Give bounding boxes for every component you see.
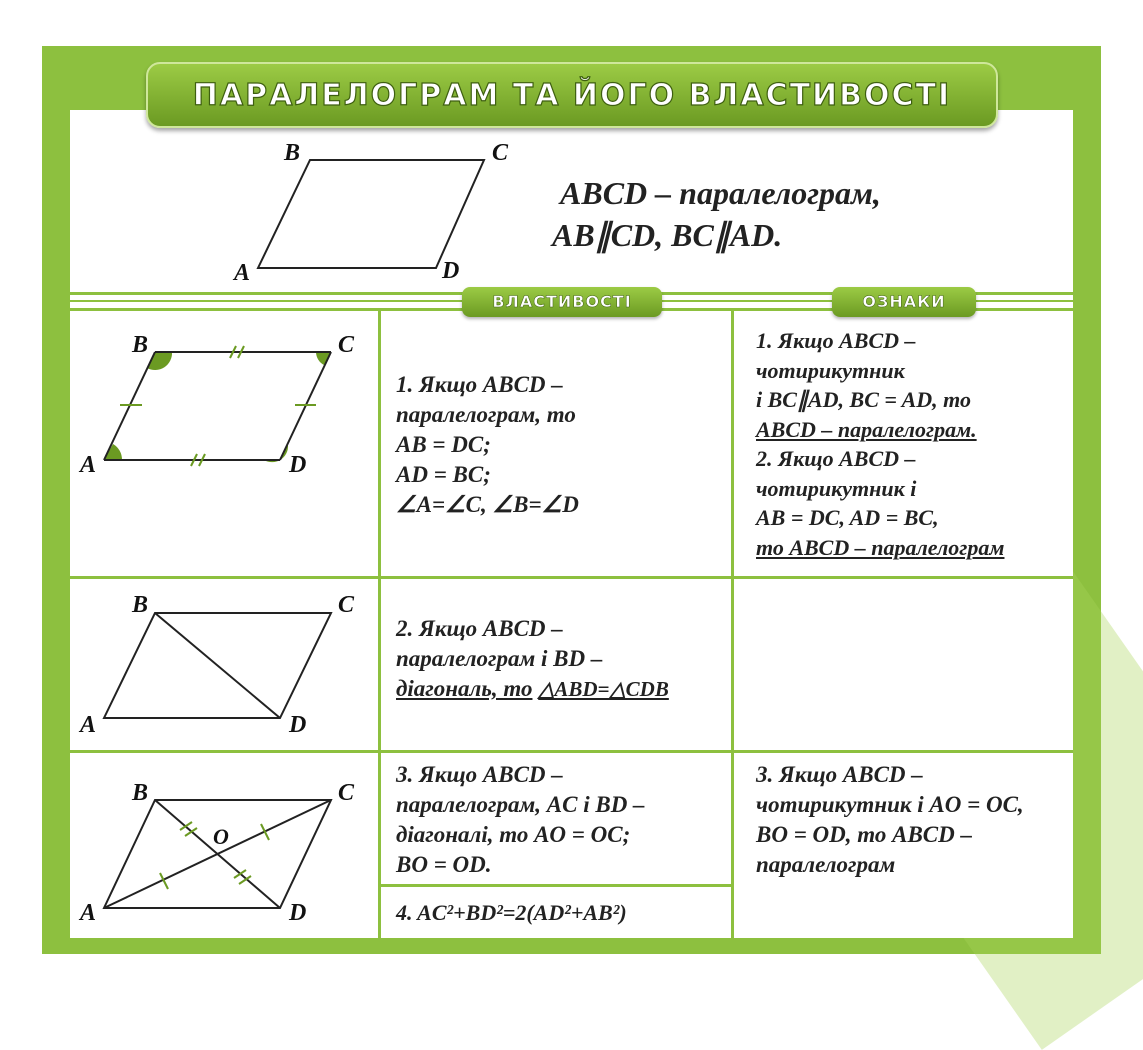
text-line: чотирикутник і	[756, 475, 917, 501]
intro-line: AB∥CD, BC∥AD.	[552, 217, 783, 253]
text-line: AB = DC;	[396, 432, 491, 457]
sign-3	[756, 760, 1024, 880]
vertex-label-b: B	[132, 332, 149, 358]
vertex-label-b: B	[132, 780, 149, 806]
vertex-label-d: D	[289, 712, 307, 738]
vertex-label-a: A	[80, 452, 97, 478]
text-line: 3. Якщо ABCD –	[396, 762, 563, 787]
text-line: чотирикутник	[756, 357, 905, 383]
parallelogram-fig2	[104, 613, 331, 718]
text-line: 3. Якщо ABCD –	[756, 762, 923, 787]
intro-line: ABCD – паралелограм,	[560, 175, 881, 211]
vertex-label-d: D	[442, 258, 460, 284]
vertex-label-a: A	[80, 712, 97, 738]
text-line: паралелограм, то	[396, 402, 576, 427]
vertex-label-b: B	[132, 592, 149, 618]
text-line: 2. Якщо ABCD –	[396, 616, 563, 641]
intro-definition	[552, 172, 881, 256]
text-line: BO = OD.	[396, 852, 492, 877]
parallelogram-main	[258, 160, 484, 268]
property-3	[396, 760, 645, 880]
vertex-label-c: C	[338, 332, 355, 358]
text-line: ∠A=∠C, ∠B=∠D	[396, 492, 579, 517]
text-line: BO = OD, то ABCD –	[756, 822, 972, 847]
vertex-label-c: C	[492, 140, 509, 166]
sign-1-2	[756, 326, 1004, 562]
vertex-label-d: D	[289, 452, 307, 478]
vertex-label-c: C	[338, 780, 355, 806]
text-line: чотирикутник і AO = OC,	[756, 792, 1024, 817]
text-line: AD = BC;	[396, 462, 491, 487]
property-2	[396, 614, 669, 704]
parallelogram-fig1	[104, 346, 331, 466]
text-line: паралелограм	[756, 852, 896, 877]
vertex-label-d: D	[289, 900, 307, 926]
vertex-label-c: C	[338, 592, 355, 618]
text-line: і BC∥AD, BC = AD, то	[756, 387, 971, 412]
vertex-label-a: A	[80, 900, 97, 926]
vertex-label-b: B	[284, 140, 301, 166]
text-line: 1. Якщо ABCD –	[756, 328, 916, 353]
text-part: △ABD=△CDB	[538, 677, 669, 701]
signs-header: ОЗНАКИ	[832, 287, 976, 317]
text-line: 1. Якщо ABCD –	[396, 372, 563, 397]
properties-header: ВЛАСТИВОСТІ	[462, 287, 662, 317]
parallelogram-fig3	[104, 800, 331, 908]
vertex-label-o: O	[213, 824, 229, 849]
text-line	[396, 674, 669, 704]
property-4: 4. AC²+BD²=2(AD²+AB²)	[396, 900, 627, 925]
text-line: паралелограм, AC і BD –	[396, 792, 645, 817]
text-line: паралелограм і BD –	[396, 646, 603, 671]
vertex-label-a: A	[234, 260, 251, 286]
diagonal-bd	[155, 613, 280, 718]
text-line: ABCD – паралелограм.	[756, 416, 977, 442]
text-part: діагональ, то	[396, 676, 533, 701]
property-1	[396, 370, 579, 520]
page-title: ПАРАЛЕЛОГРАМ ТА ЙОГО ВЛАСТИВОСТІ	[192, 78, 952, 113]
text-line: AB = DC, AD = BC,	[756, 505, 939, 530]
text-line: 2. Якщо ABCD –	[756, 446, 916, 471]
text-line: то ABCD – паралелограм	[756, 534, 1005, 560]
text-line: діагоналі, то AO = OC;	[396, 822, 631, 847]
diagonal-bd	[155, 800, 280, 908]
